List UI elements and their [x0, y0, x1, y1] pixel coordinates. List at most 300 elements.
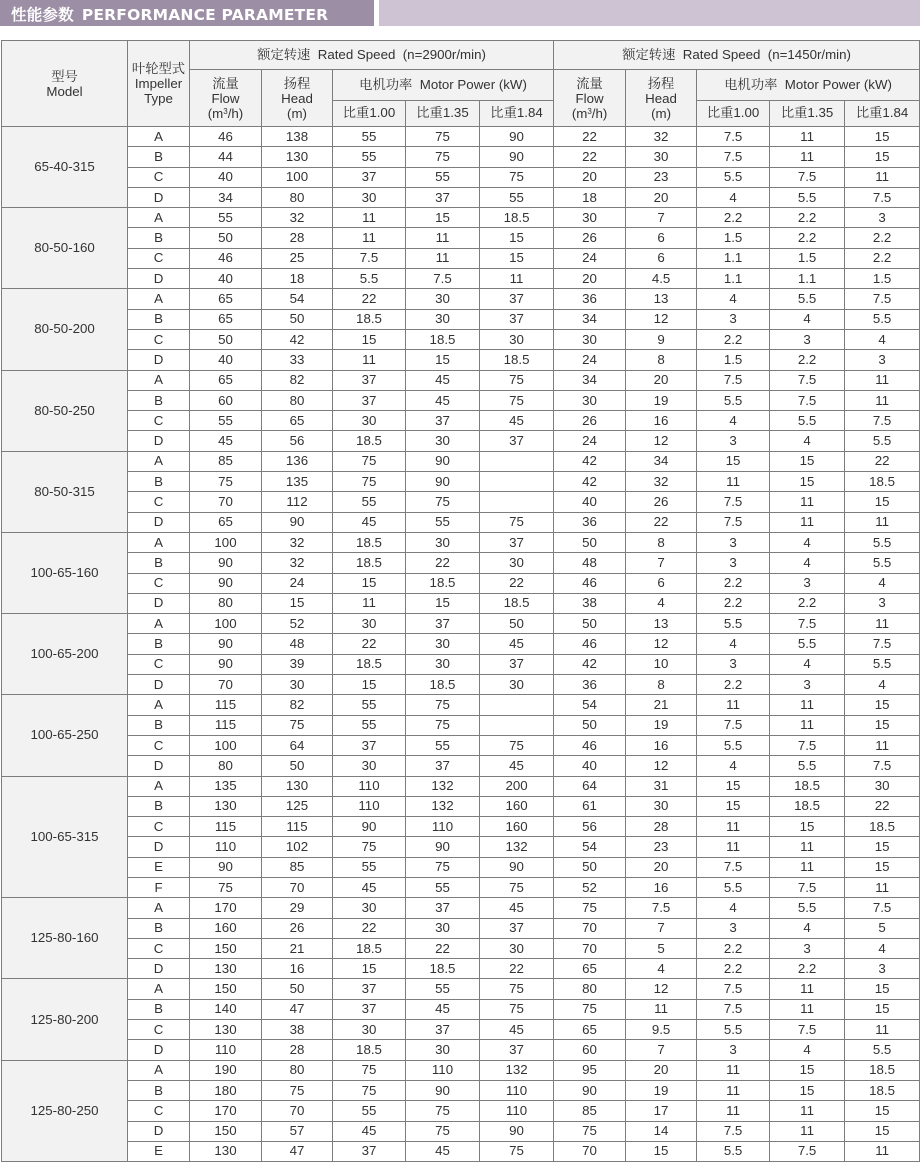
table-row: [2, 289, 920, 309]
value-cell: 55: [190, 208, 262, 228]
value-cell: 11: [697, 1080, 770, 1100]
value-cell: 37: [333, 390, 406, 410]
impeller-type-cell: D: [128, 756, 190, 776]
value-cell: 4: [845, 573, 920, 593]
value-cell: 18.5: [845, 1060, 920, 1080]
value-cell: 30: [554, 329, 626, 349]
table-row: [2, 654, 920, 674]
value-cell: 75: [406, 857, 480, 877]
value-cell: 42: [554, 472, 626, 492]
impeller-type-cell: D: [128, 350, 190, 370]
value-cell: 18.5: [333, 654, 406, 674]
value-cell: 38: [262, 1020, 333, 1040]
table-row: [2, 695, 920, 715]
value-cell: 56: [554, 817, 626, 837]
value-cell: 8: [626, 675, 697, 695]
value-cell: 3: [770, 938, 845, 958]
impeller-type-cell: C: [128, 817, 190, 837]
table-row: [2, 512, 920, 532]
impeller-type-cell: A: [128, 532, 190, 552]
value-cell: 37: [480, 431, 554, 451]
value-cell: 11: [845, 167, 920, 187]
value-cell: 75: [480, 877, 554, 897]
value-cell: 18.5: [770, 796, 845, 816]
value-cell: 5.5: [697, 167, 770, 187]
value-cell: 39: [262, 654, 333, 674]
value-cell: 130: [190, 959, 262, 979]
value-cell: 26: [626, 492, 697, 512]
value-cell: 200: [480, 776, 554, 796]
value-cell: 12: [626, 431, 697, 451]
value-cell: 52: [554, 877, 626, 897]
value-cell: 135: [190, 776, 262, 796]
value-cell: 20: [626, 1060, 697, 1080]
value-cell: 7.5: [333, 248, 406, 268]
value-cell: 61: [554, 796, 626, 816]
value-cell: 2.2: [770, 208, 845, 228]
value-cell: 90: [190, 654, 262, 674]
impeller-type-cell: A: [128, 776, 190, 796]
value-cell: 50: [480, 614, 554, 634]
value-cell: 46: [554, 735, 626, 755]
table-row: [2, 857, 920, 877]
value-cell: 160: [480, 817, 554, 837]
table-row: [2, 451, 920, 471]
impeller-type-cell: D: [128, 431, 190, 451]
value-cell: 70: [554, 1141, 626, 1161]
value-cell: 4.5: [626, 269, 697, 289]
value-cell: 6: [626, 248, 697, 268]
value-cell: 37: [480, 289, 554, 309]
value-cell: 75: [333, 472, 406, 492]
value-cell: 15: [406, 350, 480, 370]
value-cell: 4: [697, 634, 770, 654]
value-cell: 5.5: [697, 614, 770, 634]
value-cell: 15: [845, 857, 920, 877]
table-row: [2, 999, 920, 1019]
value-cell: 22: [406, 938, 480, 958]
value-cell: 11: [770, 492, 845, 512]
value-cell: 18.5: [480, 350, 554, 370]
value-cell: 75: [406, 127, 480, 147]
section-title: [11, 3, 328, 25]
model-cell: 100-65-200: [2, 614, 128, 695]
value-cell: 80: [262, 187, 333, 207]
table-row: [2, 614, 920, 634]
value-cell: 4: [697, 187, 770, 207]
value-cell: 160: [480, 796, 554, 816]
impeller-type-cell: A: [128, 1060, 190, 1080]
value-cell: 22: [554, 147, 626, 167]
value-cell: 11: [845, 614, 920, 634]
header-flow-cn: 流量: [212, 75, 239, 91]
table-row: [2, 877, 920, 897]
value-cell: 50: [554, 857, 626, 877]
impeller-type-cell: E: [128, 857, 190, 877]
impeller-type-cell: C: [128, 573, 190, 593]
section-title-bar: [0, 0, 920, 26]
value-cell: 65: [554, 1020, 626, 1040]
value-cell: 75: [406, 1121, 480, 1141]
value-cell: 15: [697, 796, 770, 816]
value-cell: 45: [333, 877, 406, 897]
value-cell: 130: [262, 147, 333, 167]
value-cell: 26: [262, 918, 333, 938]
impeller-type-cell: B: [128, 390, 190, 410]
value-cell: 3: [697, 654, 770, 674]
impeller-type-cell: A: [128, 695, 190, 715]
value-cell: 5.5: [770, 289, 845, 309]
value-cell: 7.5: [697, 147, 770, 167]
table-row: [2, 167, 920, 187]
value-cell: 20: [626, 187, 697, 207]
value-cell: 45: [406, 1141, 480, 1161]
value-cell: 32: [626, 127, 697, 147]
value-cell: 115: [262, 817, 333, 837]
value-cell: 70: [190, 675, 262, 695]
value-cell: 7.5: [697, 715, 770, 735]
value-cell: 26: [554, 228, 626, 248]
header-flow-unit: $(m^3/h)$: [207, 105, 244, 121]
table-row: [2, 248, 920, 268]
value-cell: 75: [480, 370, 554, 390]
value-cell: 5.5: [770, 756, 845, 776]
value-cell: 11: [697, 1060, 770, 1080]
value-cell: 16: [262, 959, 333, 979]
header-head-unit: (m): [651, 105, 672, 121]
value-cell: 15: [697, 776, 770, 796]
value-cell: 22: [480, 573, 554, 593]
value-cell: 15: [845, 837, 920, 857]
value-cell: 15: [480, 228, 554, 248]
impeller-type-cell: D: [128, 269, 190, 289]
value-cell: 1.1: [770, 269, 845, 289]
header-sg-184: 比重1.84: [480, 101, 554, 127]
value-cell: 10: [626, 654, 697, 674]
value-cell: 2.2: [697, 675, 770, 695]
value-cell: 7.5: [697, 1121, 770, 1141]
value-cell: [480, 695, 554, 715]
value-cell: 3: [697, 532, 770, 552]
impeller-type-cell: B: [128, 1080, 190, 1100]
value-cell: 64: [554, 776, 626, 796]
value-cell: 125: [262, 796, 333, 816]
value-cell: 132: [406, 796, 480, 816]
value-cell: 37: [480, 532, 554, 552]
value-cell: 23: [626, 167, 697, 187]
value-cell: 55: [333, 857, 406, 877]
value-cell: 18.5: [845, 817, 920, 837]
value-cell: 18.5: [406, 329, 480, 349]
impeller-type-cell: D: [128, 959, 190, 979]
value-cell: 55: [333, 492, 406, 512]
value-cell: 16: [626, 877, 697, 897]
value-cell: 37: [480, 918, 554, 938]
value-cell: 7.5: [697, 857, 770, 877]
value-cell: 18.5: [480, 593, 554, 613]
header-sg-100: 比重1.00: [333, 101, 406, 127]
table-row: [2, 472, 920, 492]
value-cell: 11: [697, 472, 770, 492]
value-cell: 32: [626, 472, 697, 492]
value-cell: 11: [845, 390, 920, 410]
value-cell: 90: [480, 857, 554, 877]
value-cell: 70: [262, 877, 333, 897]
impeller-type-cell: C: [128, 411, 190, 431]
table-row: [2, 127, 920, 147]
value-cell: 30: [406, 634, 480, 654]
value-cell: 18.5: [480, 208, 554, 228]
value-cell: 15: [770, 1060, 845, 1080]
value-cell: 82: [262, 370, 333, 390]
value-cell: 42: [554, 654, 626, 674]
value-cell: 100: [190, 735, 262, 755]
value-cell: 2.2: [845, 228, 920, 248]
value-cell: 22: [845, 451, 920, 471]
value-cell: 42: [554, 451, 626, 471]
value-cell: 37: [333, 167, 406, 187]
value-cell: 55: [190, 411, 262, 431]
value-cell: 14: [626, 1121, 697, 1141]
value-cell: 30: [406, 289, 480, 309]
impeller-type-cell: B: [128, 553, 190, 573]
header-sg-135: 比重1.35: [770, 101, 845, 127]
value-cell: 7: [626, 553, 697, 573]
value-cell: 12: [626, 756, 697, 776]
value-cell: 5.5: [697, 390, 770, 410]
value-cell: 28: [262, 228, 333, 248]
value-cell: 55: [333, 695, 406, 715]
value-cell: 65: [554, 959, 626, 979]
value-cell: 132: [480, 1060, 554, 1080]
value-cell: 46: [190, 248, 262, 268]
value-cell: 7: [626, 918, 697, 938]
impeller-type-cell: D: [128, 837, 190, 857]
impeller-type-cell: A: [128, 898, 190, 918]
table-row: [2, 898, 920, 918]
value-cell: 21: [626, 695, 697, 715]
value-cell: [480, 451, 554, 471]
value-cell: 38: [554, 593, 626, 613]
value-cell: 115: [190, 695, 262, 715]
value-cell: 5: [845, 918, 920, 938]
value-cell: 7.5: [697, 999, 770, 1019]
value-cell: 80: [262, 390, 333, 410]
value-cell: 22: [333, 918, 406, 938]
table-row: [2, 390, 920, 410]
value-cell: 70: [554, 938, 626, 958]
impeller-type-cell: B: [128, 796, 190, 816]
value-cell: 70: [190, 492, 262, 512]
value-cell: 11: [770, 147, 845, 167]
header-speed-1450: 额定转速 Rated Speed (n=1450r/min): [554, 41, 920, 70]
value-cell: 20: [626, 857, 697, 877]
value-cell: 7.5: [770, 1020, 845, 1040]
value-cell: 75: [262, 1080, 333, 1100]
value-cell: 70: [262, 1101, 333, 1121]
value-cell: 90: [333, 817, 406, 837]
value-cell: 85: [190, 451, 262, 471]
value-cell: 90: [190, 573, 262, 593]
header-model-en: Model: [46, 83, 83, 99]
value-cell: 4: [697, 898, 770, 918]
value-cell: 37: [406, 614, 480, 634]
value-cell: 90: [190, 553, 262, 573]
value-cell: 130: [190, 1141, 262, 1161]
value-cell: 15: [480, 248, 554, 268]
value-cell: 5.5: [770, 634, 845, 654]
table-row: [2, 938, 920, 958]
value-cell: 50: [554, 715, 626, 735]
header-flow-1450: [554, 70, 626, 127]
value-cell: 11: [480, 269, 554, 289]
value-cell: 3: [845, 593, 920, 613]
value-cell: 15: [845, 127, 920, 147]
value-cell: 110: [333, 796, 406, 816]
table-row: [2, 370, 920, 390]
model-cell: 65-40-315: [2, 127, 128, 208]
value-cell: 37: [480, 309, 554, 329]
value-cell: 40: [190, 167, 262, 187]
value-cell: 1.1: [697, 248, 770, 268]
value-cell: 1.5: [697, 228, 770, 248]
impeller-type-cell: D: [128, 1121, 190, 1141]
value-cell: 75: [262, 715, 333, 735]
value-cell: [480, 492, 554, 512]
value-cell: 90: [554, 1080, 626, 1100]
value-cell: 18.5: [333, 532, 406, 552]
value-cell: 50: [190, 329, 262, 349]
value-cell: 11: [333, 228, 406, 248]
value-cell: 15: [333, 959, 406, 979]
header-sg-135: 比重1.35: [406, 101, 480, 127]
value-cell: 30: [333, 187, 406, 207]
table-row: [2, 492, 920, 512]
value-cell: 28: [262, 1040, 333, 1060]
value-cell: 65: [190, 309, 262, 329]
table-row: [2, 1141, 920, 1161]
value-cell: 2.2: [697, 938, 770, 958]
value-cell: 30: [333, 1020, 406, 1040]
value-cell: 30: [406, 431, 480, 451]
value-cell: 7.5: [406, 269, 480, 289]
value-cell: 45: [406, 370, 480, 390]
value-cell: 11: [770, 837, 845, 857]
value-cell: 50: [554, 614, 626, 634]
value-cell: 45: [333, 1121, 406, 1141]
value-cell: 21: [262, 938, 333, 958]
value-cell: 30: [333, 756, 406, 776]
value-cell: 45: [480, 898, 554, 918]
model-cell: 100-65-250: [2, 695, 128, 776]
value-cell: 22: [626, 512, 697, 532]
value-cell: 3: [697, 309, 770, 329]
value-cell: 37: [406, 898, 480, 918]
value-cell: 36: [554, 675, 626, 695]
header-sg-184: 比重1.84: [845, 101, 920, 127]
impeller-type-cell: D: [128, 675, 190, 695]
value-cell: 30: [480, 675, 554, 695]
value-cell: 82: [262, 695, 333, 715]
value-cell: 7.5: [845, 411, 920, 431]
value-cell: 4: [770, 431, 845, 451]
value-cell: 11: [697, 695, 770, 715]
table-row: [2, 715, 920, 735]
table-row: [2, 1040, 920, 1060]
value-cell: 11: [697, 837, 770, 857]
value-cell: 42: [262, 329, 333, 349]
impeller-type-cell: F: [128, 877, 190, 897]
value-cell: 2.2: [845, 248, 920, 268]
value-cell: 11: [770, 127, 845, 147]
value-cell: 7.5: [697, 127, 770, 147]
table-row: [2, 776, 920, 796]
impeller-type-cell: D: [128, 1040, 190, 1060]
value-cell: 90: [480, 147, 554, 167]
model-cell: 80-50-160: [2, 208, 128, 289]
value-cell: 6: [626, 228, 697, 248]
value-cell: 48: [262, 634, 333, 654]
value-cell: 18.5: [333, 938, 406, 958]
table-row: [2, 817, 920, 837]
value-cell: 7.5: [626, 898, 697, 918]
value-cell: 50: [190, 228, 262, 248]
value-cell: 8: [626, 350, 697, 370]
value-cell: 34: [190, 187, 262, 207]
header-head-cn: 扬程: [647, 75, 675, 91]
value-cell: 75: [554, 898, 626, 918]
table-row: [2, 1020, 920, 1040]
value-cell: 2.2: [770, 228, 845, 248]
value-cell: 11: [770, 979, 845, 999]
value-cell: 4: [845, 938, 920, 958]
value-cell: 11: [697, 1101, 770, 1121]
header-impeller-type: [128, 41, 190, 127]
value-cell: 160: [190, 918, 262, 938]
value-cell: 11: [770, 715, 845, 735]
value-cell: 7.5: [770, 1141, 845, 1161]
value-cell: 30: [554, 208, 626, 228]
value-cell: 75: [333, 1060, 406, 1080]
header-power-1450: 电机功率 Motor Power (kW): [697, 70, 920, 101]
value-cell: 48: [554, 553, 626, 573]
value-cell: 15: [626, 1141, 697, 1161]
header-speed-2900: 额定转速 Rated Speed (n=2900r/min): [190, 41, 554, 70]
value-cell: 18.5: [406, 959, 480, 979]
impeller-type-cell: A: [128, 979, 190, 999]
table-row: [2, 979, 920, 999]
value-cell: 4: [770, 918, 845, 938]
value-cell: 11: [770, 857, 845, 877]
value-cell: 80: [262, 1060, 333, 1080]
value-cell: 20: [554, 269, 626, 289]
value-cell: 18.5: [333, 1040, 406, 1060]
table-row: [2, 573, 920, 593]
value-cell: 17: [626, 1101, 697, 1121]
value-cell: 55: [333, 127, 406, 147]
value-cell: 4: [697, 756, 770, 776]
value-cell: 18.5: [845, 472, 920, 492]
value-cell: 12: [626, 309, 697, 329]
value-cell: 28: [626, 817, 697, 837]
value-cell: 75: [554, 1121, 626, 1141]
value-cell: 30: [845, 776, 920, 796]
header-flow-en: Flow: [211, 90, 240, 106]
value-cell: 18: [554, 187, 626, 207]
value-cell: 37: [406, 756, 480, 776]
value-cell: 90: [190, 857, 262, 877]
value-cell: 90: [406, 472, 480, 492]
